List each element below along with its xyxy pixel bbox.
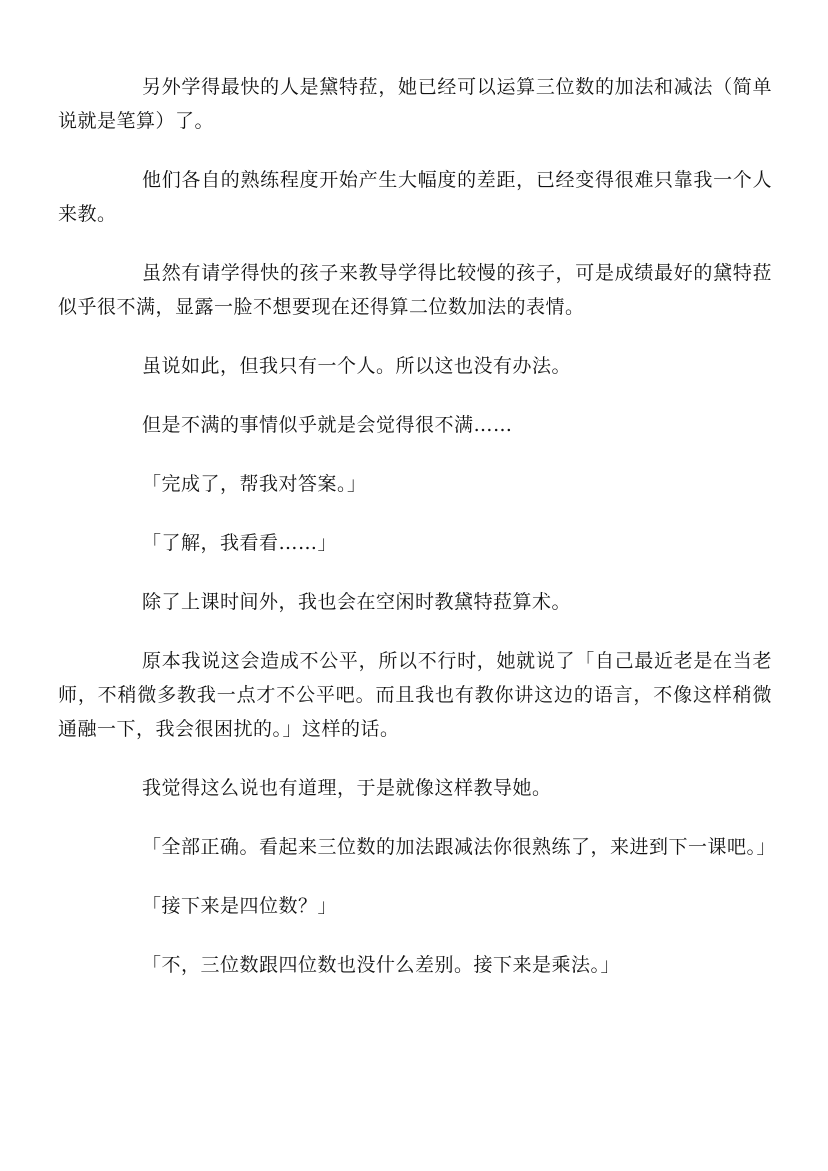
paragraph: 虽说如此，但我只有一个人。所以这也没有办法。: [142, 355, 572, 377]
paragraph: 但是不满的事情似乎就是会觉得很不满……: [142, 414, 513, 436]
paragraph: 原本我说这会造成不公平，所以不行时，她就说了「自己最近老是在当老师，不稍微多教我一点才不公平吧。而且我也有教你讲这边的语言，不像这样稍微通融一下，我会很困扰的。」这样的话。: [58, 650, 772, 740]
dialogue-line: 「了解，我看看……」: [142, 532, 338, 554]
paragraph: 他们各自的熟练程度开始产生大幅度的差距，已经变得很难只靠我一个人来教。: [58, 169, 772, 225]
dialogue-line: 「接下来是四位数？」: [142, 895, 338, 917]
paragraph: 我觉得这么说也有道理，于是就像这样教导她。: [142, 777, 552, 799]
paragraph: 虽然有请学得快的孩子来教导学得比较慢的孩子，可是成绩最好的黛特菈似乎很不满，显露一脸不想要现在还得算二位数加法的表情。: [58, 262, 772, 318]
dialogue-line: 「全部正确。看起来三位数的加法跟减法你很熟练了，来进到下一课吧。」: [142, 836, 777, 858]
dialogue-line: 「完成了，帮我对答案。」: [142, 473, 367, 495]
paragraph: 另外学得最快的人是黛特菈，她已经可以运算三位数的加法和减法（简单说就是笔算）了。: [58, 76, 772, 132]
body-text: [58, 70, 777, 1007]
dialogue-line: 「不，三位数跟四位数也没什么差别。接下来是乘法。」: [142, 954, 621, 976]
paragraph: 除了上课时间外，我也会在空闲时教黛特菈算术。: [142, 591, 572, 613]
